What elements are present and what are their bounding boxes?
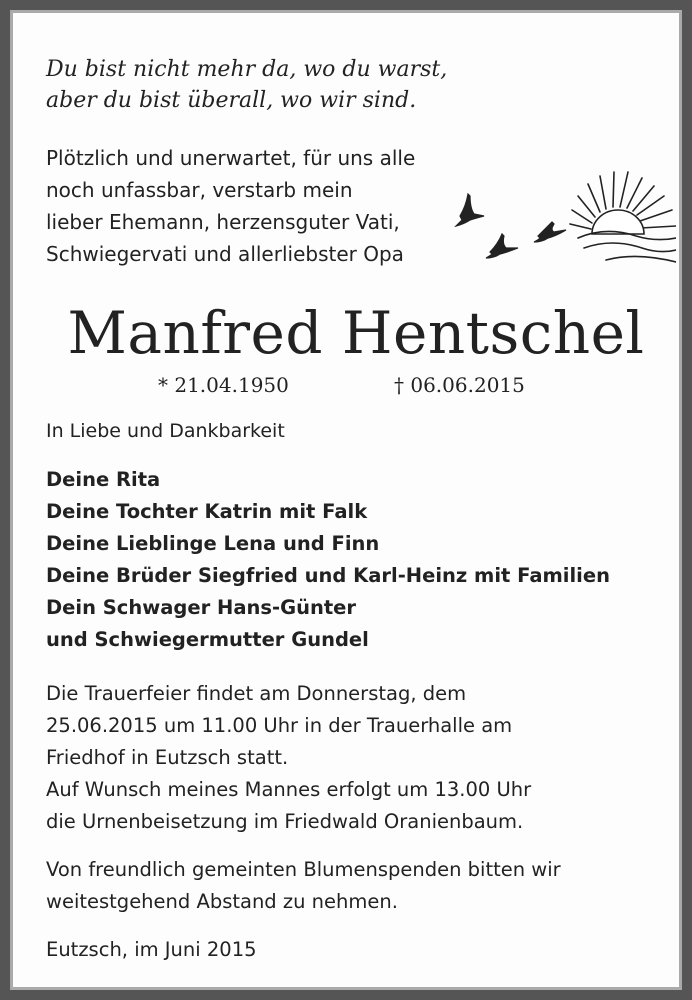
mourner-line: Deine Tochter Katrin mit Falk: [46, 500, 368, 523]
mourner-line: Deine Rita: [46, 468, 161, 491]
mourners-list: [46, 464, 610, 656]
motto-line: Du bist nicht mehr da, wo du warst,: [46, 57, 448, 82]
intro-text: [46, 142, 415, 270]
flowers-note: [46, 854, 561, 918]
flowers-line: Von freundlich gemeinten Blumenspenden bitten wir: [46, 858, 561, 881]
service-line: Die Trauerfeier findet am Donnerstag, dem: [46, 682, 467, 705]
obituary-content: [46, 54, 666, 961]
flowers-line: weitestgehend Abstand zu nehmen.: [46, 890, 398, 913]
mourner-line: Deine Lieblinge Lena und Finn: [46, 532, 380, 555]
intro-line: noch unfassbar, verstarb mein: [46, 178, 353, 202]
service-info: [46, 678, 531, 838]
service-line: die Urnenbeisetzung im Friedwald Oranienbaum.: [46, 810, 524, 833]
service-line: 25.06.2015 um 11.00 Uhr in der Trauerhalle am: [46, 714, 513, 737]
birth-date: * 21.04.1950: [158, 373, 289, 397]
death-date: † 06.06.2015: [394, 373, 525, 397]
service-line: Auf Wunsch meines Mannes erfolgt um 13.00 Uhr: [46, 778, 532, 801]
intro-line: lieber Ehemann, herzensguter Vati,: [46, 210, 400, 234]
service-line: Friedhof in Eutzsch statt.: [46, 746, 289, 769]
intro-line: Plötzlich und unerwartet, für uns alle: [46, 146, 416, 170]
thanks-line: In Liebe und Dankbarkeit: [46, 420, 285, 442]
mourner-line: Deine Brüder Siegfried und Karl-Heinz mit Familien: [46, 564, 610, 587]
deceased-name: Manfred Hentschel: [67, 299, 645, 367]
place-date: Eutzsch, im Juni 2015: [46, 938, 257, 961]
motto: [46, 54, 666, 116]
motto-line: aber du bist überall, wo wir sind.: [46, 88, 417, 113]
birds-sunrise-icon: [446, 166, 676, 266]
mourner-line: Dein Schwager Hans-Günter: [46, 596, 357, 619]
intro-line: Schwiegervati und allerliebster Opa: [46, 242, 404, 266]
mourner-line: und Schwiegermutter Gundel: [46, 628, 369, 651]
